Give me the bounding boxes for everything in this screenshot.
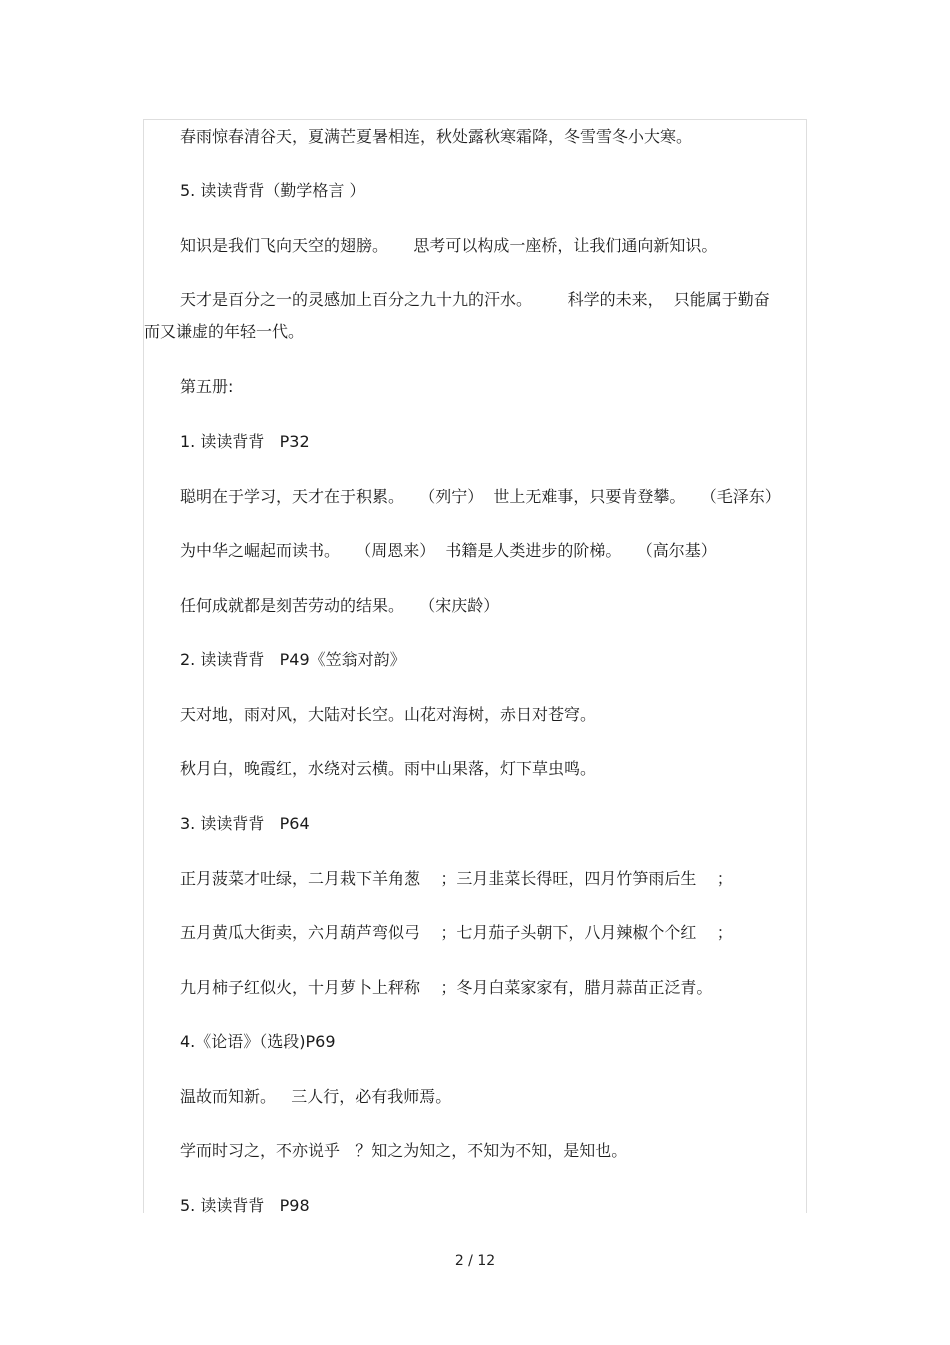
page-number: 2 / 12 [454,1253,496,1269]
text-line: 温故而知新。 三人行，必有我师焉。 [180,1087,452,1106]
text-line: 任何成就都是刻苦劳动的结果。 （宋庆龄） [180,596,500,615]
text-line: 而又谦虚的年轻一代。 [144,322,305,341]
text-line: 九月柿子红似火，十月萝卜上秤称 ；冬月白菜家家有，腊月蒜苗正泛青。 [180,978,713,997]
text-line: 秋月白，晚霞红，水绕对云横。雨中山果落，灯下草虫鸣。 [180,759,597,778]
section-heading: 2. 读读背背 P49《笠翁对韵》 [180,650,406,669]
text-line: 天才是百分之一的灵感加上百分之九十九的汗水。 科学的未来， 只能属于勤奋 [180,290,770,309]
section-heading: 1. 读读背背 P32 [180,432,310,451]
text-line: 为中华之崛起而读书。 （周恩来） 书籍是人类进步的阶梯。 （高尔基） [180,541,717,560]
text-line: 聪明在于学习，天才在于积累。 （列宁） 世上无难事，只要肯登攀。 （毛泽东） [180,487,781,506]
section-heading: 5. 读读背背（勤学格言 ） [180,181,366,200]
text-line: 春雨惊春清谷天，夏满芒夏暑相连，秋处露秋寒霜降，冬雪雪冬小大寒。 [180,127,693,146]
text-line: 正月菠菜才吐绿，二月栽下羊角葱 ；三月韭菜长得旺，四月竹笋雨后生 ； [180,869,733,888]
text-line: 天对地，雨对风，大陆对长空。山花对海树，赤日对苍穹。 [180,705,597,724]
book-heading: 第五册: [180,377,234,396]
text-line: 学而时习之，不亦说乎 ？知之为知之，不知为不知，是知也。 [180,1141,628,1160]
section-heading: 5. 读读背背 P98 [180,1196,310,1215]
text-line: 知识是我们飞向天空的翅膀。 思考可以构成一座桥，让我们通向新知识。 [180,236,718,255]
text-line: 五月黄瓜大街卖，六月葫芦弯似弓 ；七月茄子头朝下，八月辣椒个个红 ； [180,923,733,942]
section-heading: 4.《论语》（选段)P69 [180,1032,336,1051]
section-heading: 3. 读读背背 P64 [180,814,310,833]
